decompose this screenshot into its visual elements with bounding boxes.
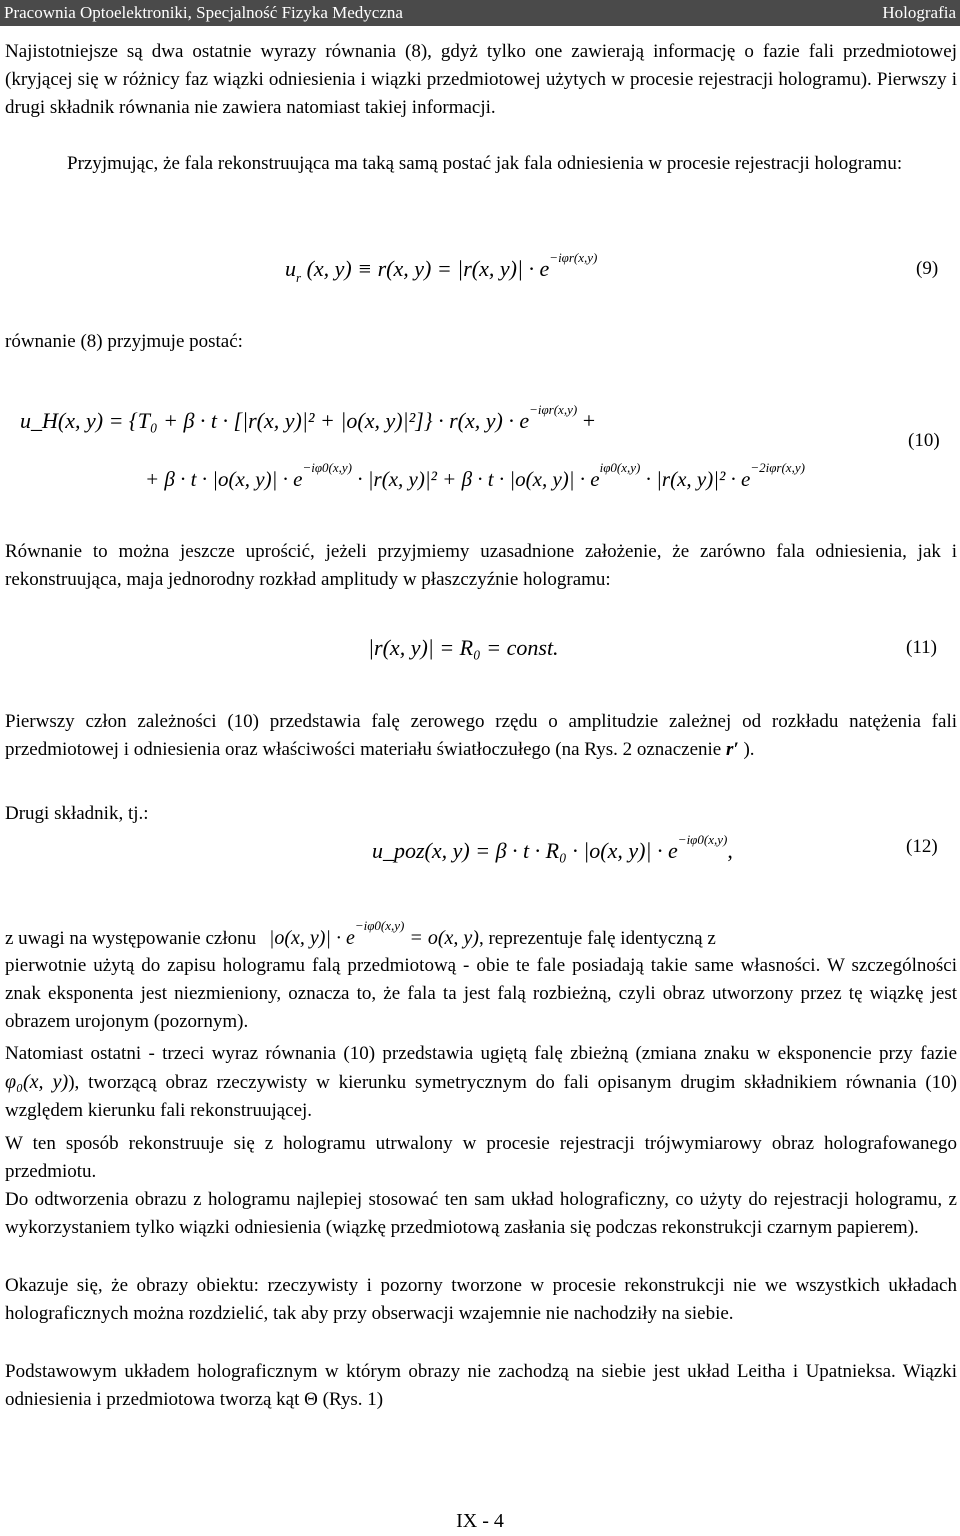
- eq10-line2-exponent-c: −2iφr(x,y): [750, 460, 805, 475]
- eq10-line2-exponent-a: −iφ0(x,y): [302, 460, 352, 475]
- page-number: IX - 4: [456, 1510, 504, 1532]
- header-course: Pracownia Optoelektroniki, Specjalność Fizyka Medyczna: [4, 3, 403, 22]
- paragraph-7-end: , reprezentuje falę identyczną z: [478, 928, 716, 949]
- eq9-lhs-sub: r: [296, 270, 302, 285]
- eq9-number: (9): [916, 258, 939, 279]
- eq10-line2-part-c: · |r(x, y)|² · e: [645, 467, 751, 491]
- header-topic: Holografia: [882, 3, 956, 22]
- paragraph-5-text: Pierwszy człon zależności (10) przedstawia falę zerowego rzędu o amplitudzie zależnej od rozkładu natężenia fali przedmiotowej i odniesienia oraz właściwości materiału światłoczułego (na Rys. 2 oznaczenie: [5, 711, 957, 760]
- eq10-line1-tail: +: [582, 408, 596, 433]
- paragraph-4: Równanie to można jeszcze uprościć, jeżeli przyjmiemy uzasadnione założenie, że zarówno fala odniesienia, jak i rekonstruująca, maja jednorodny rozkład amplitudy w płaszczyźnie hologramu:: [5, 541, 957, 590]
- paragraph-7-rest: pierwotnie użytą do zapisu hologramu falą przedmiotową - obie te fale posiadają takie same własności. W szczególności znak eksponenta jest niezmieniony, oznacza to, że fala ta jest falą rozbieżną, czyli obraz utworzony przez tę wiązkę jest obrazem urojonym (pozornym).: [5, 955, 957, 1032]
- paragraph-11: Okazuje się, że obrazy obiektu: rzeczywisty i pozorny tworzone w procesie rekonstrukcji nie we wszystkich układach holograficznych można rozdzielić, tak aby przy obserwacji wzajemnie nie nachodziły na siebie.: [5, 1275, 957, 1324]
- eq11-number: (11): [906, 637, 937, 658]
- paragraph-5-end: ).: [738, 739, 755, 760]
- eq12-tail: ,: [727, 838, 733, 863]
- paragraph-1: Najistotniejsze są dwa ostatnie wyrazy równania (8), gdyż tylko one zawierają informację o fazie fali przedmiotowej (kryjącej się w różnicy faz wiązki odniesienia i wiązki przedmiotowej użytych w procesie rejestracji hologramu). Pierwszy i drugi składnik równania nie zawiera natomiast takiej informacji.: [5, 41, 957, 118]
- paragraph-8-math: φ₀(x, y): [5, 1071, 69, 1093]
- eq10-line2-part-a: + β · t · |o(x, y)| · e: [145, 467, 303, 491]
- equation-9: [285, 250, 597, 286]
- eq9-body: ≡ r(x, y) = |r(x, y)| · e: [357, 256, 550, 281]
- eq10-line2-exponent-b: iφ0(x,y): [599, 460, 641, 475]
- equation-10-line-2: [145, 460, 805, 492]
- paragraph-8-end: ), tworzącą obraz rzeczywisty w kierunku symetrycznym do fali opisanym drugim składnikiem równania (10) względem kierunku fali rekonstruującej.: [5, 1072, 958, 1121]
- equation-10-line-1: [20, 402, 595, 434]
- paragraph-5: [5, 708, 957, 764]
- p7-math-tail: = o(x, y): [409, 927, 479, 949]
- eq10-number: (10): [908, 430, 940, 451]
- p7-math-exponent: −iφ0(x,y): [354, 918, 405, 933]
- eq10-line1-body: u_H(x, y) = {T₀ + β · t · [|r(x, y)|² + |o(x, y)|²]} · r(x, y) · e: [20, 408, 530, 433]
- paragraph-7-line-1: [5, 912, 957, 953]
- equation-12: [372, 832, 733, 864]
- eq12-body: u_poz(x, y) = β · t · R₀ · |o(x, y)| · e: [372, 838, 678, 863]
- eq12-number: (12): [906, 836, 938, 857]
- paragraph-5-symbol: r′: [725, 739, 739, 760]
- eq9-exponent: −iφr(x,y): [549, 250, 598, 265]
- paragraph-9: W ten sposób rekonstruuje się z hologramu utrwalony w procesie rejestracji trójwymiarowy obraz holografowanego przedmiotu.: [5, 1133, 957, 1182]
- eq10-line2-part-b: · |r(x, y)|² + β · t · |o(x, y)| · e: [357, 467, 600, 491]
- paragraph-6: Drugi składnik, tj.:: [5, 803, 149, 824]
- eq10-line1-exponent: −iφr(x,y): [529, 402, 578, 417]
- eq11-body: |r(x, y)| = R₀ = const.: [368, 635, 559, 660]
- eq12-exponent: −iφ0(x,y): [677, 832, 728, 847]
- paragraph-8: [5, 1040, 957, 1125]
- equation-11: [368, 635, 559, 661]
- paragraph-8-text: Natomiast ostatni - trzeci wyraz równania (10) przedstawia ugiętą falę zbieżną (zmiana znaku w eksponencie przy fazie: [5, 1043, 957, 1064]
- eq9-args: (x, y): [306, 256, 352, 281]
- p7-math-body: |o(x, y)| · e: [268, 927, 355, 949]
- paragraph-7-start: z uwagi na występowanie członu: [5, 928, 257, 949]
- paragraph-12: Podstawowym układem holograficznym w którym obrazy nie zachodzą na siebie jest układ Leitha i Upatnieksa. Wiązki odniesienia i przedmiotowa tworzą kąt Θ (Rys. 1): [5, 1361, 957, 1410]
- page-header: [0, 0, 960, 26]
- paragraph-10: Do odtworzenia obrazu z hologramu najlepiej stosować ten sam układ holograficzny, co użyty do rejestracji hologramu, z wykorzystaniem tylko wiązki odniesienia (wiązkę przedmiotową zasłania się podczas rekonstrukcji czarnym papierem).: [5, 1189, 957, 1238]
- paragraph-3: równanie (8) przyjmuje postać:: [5, 331, 243, 352]
- eq9-lhs: u: [285, 256, 296, 281]
- paragraph-2: Przyjmując, że fala rekonstruująca ma taką samą postać jak fala odniesienia w procesie rejestracji hologramu:: [67, 153, 903, 174]
